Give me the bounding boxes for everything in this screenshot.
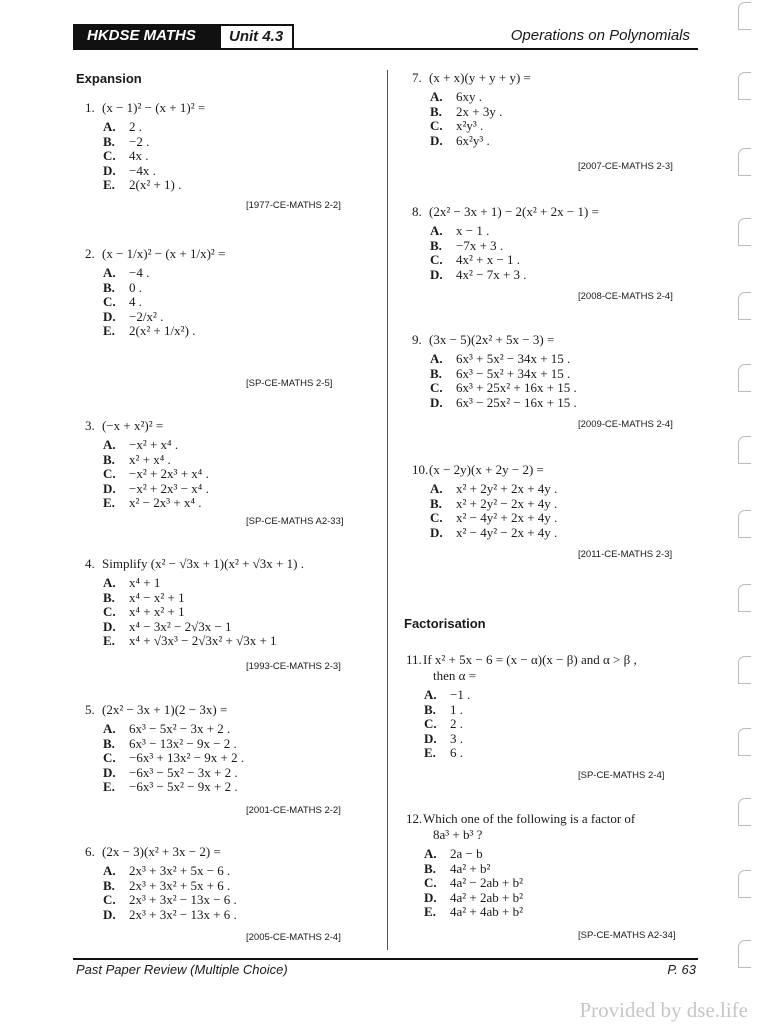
question-number: 2. xyxy=(85,246,95,261)
option-row xyxy=(103,281,225,296)
option-text: x² − 4y² − 2x + 4y . xyxy=(456,524,558,540)
watermark: Provided by dse.life xyxy=(579,998,748,1022)
question-number: 1. xyxy=(85,100,95,115)
question-source: [SP-CE-MATHS A2-34] xyxy=(578,930,676,941)
question-text: Which one of the following is a factor of xyxy=(423,811,636,826)
option-text: 6xy . xyxy=(456,89,482,104)
option-letter: E. xyxy=(103,779,115,794)
option-text: 4a² − 2ab + b² xyxy=(450,875,523,890)
option-row xyxy=(103,149,205,164)
option-text: 2(x² + 1) . xyxy=(129,177,182,192)
footer-rule xyxy=(73,958,698,960)
option-row xyxy=(103,893,237,908)
option-row xyxy=(424,688,637,703)
question-number: 11. xyxy=(406,652,422,667)
option-text: −x² + 2x³ − x⁴ . xyxy=(129,480,209,496)
section-title-expansion: Expansion xyxy=(76,71,142,86)
section-title-factorisation: Factorisation xyxy=(404,616,486,631)
footer-caption: Past Paper Review (Multiple Choice) xyxy=(76,962,288,977)
binder-tab xyxy=(738,584,751,612)
option-text: −2 . xyxy=(129,133,150,149)
option-text: 1 . xyxy=(450,701,463,717)
option-text: 6x³ + 5x² − 34x + 15 . xyxy=(456,351,571,366)
option-letter: D. xyxy=(103,480,116,496)
option-letter: A. xyxy=(103,265,116,280)
binder-tab xyxy=(738,72,751,100)
option-letter: B. xyxy=(103,589,115,605)
option-letter: D. xyxy=(430,394,443,410)
option-letter: A. xyxy=(430,89,443,104)
option-letter: B. xyxy=(430,237,442,253)
option-text: −4x . xyxy=(129,162,156,178)
option-text: 2x³ + 3x² + 5x + 6 . xyxy=(129,877,231,893)
question-stem xyxy=(85,702,244,718)
question-stem xyxy=(85,556,304,572)
binder-tab xyxy=(738,436,751,464)
option-row xyxy=(103,751,244,766)
option-letter: C. xyxy=(103,294,116,309)
option-letter: E. xyxy=(103,323,115,338)
question-source: [1993-CE-MATHS 2-3] xyxy=(246,661,341,672)
option-list xyxy=(430,352,577,410)
page-number: P. 63 xyxy=(667,962,696,977)
option-letter: D. xyxy=(103,618,116,634)
option-letter: C. xyxy=(103,148,116,163)
question-source: [2005-CE-MATHS 2-4] xyxy=(246,932,341,943)
option-text: 2x³ + 3x² − 13x + 6 . xyxy=(129,906,237,922)
question-number: 9. xyxy=(412,332,422,347)
question-text-continued: 8a³ + b³ ? xyxy=(433,827,483,842)
option-letter: D. xyxy=(430,132,443,148)
option-text: 6x²y³ . xyxy=(456,132,490,148)
option-row xyxy=(424,703,637,718)
binder-tab xyxy=(738,728,751,756)
question-stem xyxy=(406,811,635,827)
option-text: −7x + 3 . xyxy=(456,237,504,253)
option-row xyxy=(103,864,237,879)
option-row xyxy=(103,737,244,752)
option-text: x² − 4y² + 2x + 4y . xyxy=(456,510,558,525)
question-stem xyxy=(85,246,225,262)
brand-label: HKDSE MATHS xyxy=(73,24,219,48)
option-text: x⁴ + √3x³ − 2√3x² + √3x + 1 xyxy=(129,633,277,648)
binder-tab xyxy=(738,2,751,30)
option-text: −x² + x⁴ . xyxy=(129,437,179,452)
option-row xyxy=(430,381,577,396)
option-row xyxy=(424,876,635,891)
binder-tab xyxy=(738,218,751,246)
option-text: 2 . xyxy=(129,119,142,134)
option-text: 4x² − 7x + 3 . xyxy=(456,266,527,282)
option-row xyxy=(430,119,531,134)
binder-tab xyxy=(738,656,751,684)
option-row xyxy=(430,134,531,149)
question-stem xyxy=(85,100,205,116)
option-list xyxy=(430,224,599,282)
question-text: (x + x)(y + y + y) = xyxy=(429,70,531,85)
option-row xyxy=(103,266,225,281)
option-text: 2x³ + 3x² + 5x − 6 . xyxy=(129,863,231,878)
option-text: 4a² + 4ab + b² xyxy=(450,904,523,919)
option-letter: B. xyxy=(430,103,442,119)
option-row xyxy=(103,576,304,591)
option-letter: A. xyxy=(103,575,116,590)
option-letter: E. xyxy=(424,904,436,919)
option-row xyxy=(430,526,557,541)
question-source: [2009-CE-MATHS 2-4] xyxy=(578,419,673,430)
option-text: 3 . xyxy=(450,730,463,746)
question-item xyxy=(412,70,531,148)
option-row xyxy=(430,239,599,254)
option-letter: A. xyxy=(430,351,443,366)
option-row xyxy=(103,164,205,179)
option-letter: D. xyxy=(424,730,437,746)
question-source: [SP-CE-MATHS 2-5] xyxy=(246,378,333,389)
question-source: [2008-CE-MATHS 2-4] xyxy=(578,291,673,302)
option-letter: C. xyxy=(430,380,443,395)
option-letter: E. xyxy=(424,745,436,760)
question-item xyxy=(406,811,635,920)
question-item xyxy=(406,652,637,761)
option-row xyxy=(430,253,599,268)
question-number: 5. xyxy=(85,702,95,717)
option-letter: A. xyxy=(103,119,116,134)
option-text: x⁴ − 3x² − 2√3x − 1 xyxy=(129,618,232,634)
option-row xyxy=(430,497,557,512)
question-number: 10. xyxy=(412,462,429,477)
option-text: x² − 2x³ + x⁴ . xyxy=(129,495,202,510)
option-row xyxy=(430,367,577,382)
option-row xyxy=(103,620,304,635)
option-letter: D. xyxy=(430,266,443,282)
option-text: 4 . xyxy=(129,294,142,309)
question-text: (2x² − 3x + 1)(2 − 3x) = xyxy=(102,702,228,717)
option-letter: A. xyxy=(103,863,116,878)
option-text: 4a² + 2ab + b² xyxy=(450,889,523,905)
question-stem xyxy=(412,204,599,220)
option-row xyxy=(103,780,244,795)
option-text: −6x³ − 5x² − 3x + 2 . xyxy=(129,764,238,780)
option-row xyxy=(424,847,635,862)
option-text: 2x³ + 3x² − 13x − 6 . xyxy=(129,892,237,907)
binder-tab xyxy=(738,148,751,176)
binder-tabs xyxy=(738,0,760,1000)
binder-tab xyxy=(738,292,751,320)
option-row xyxy=(430,482,557,497)
option-row xyxy=(424,717,637,732)
option-letter: A. xyxy=(103,721,116,736)
question-text: (x − 2y)(x + 2y − 2) = xyxy=(429,462,544,477)
question-number: 4. xyxy=(85,556,95,571)
question-item xyxy=(412,204,599,282)
option-list xyxy=(424,688,637,761)
question-source: [SP-CE-MATHS 2-4] xyxy=(578,770,665,781)
option-letter: A. xyxy=(103,437,116,452)
option-letter: D. xyxy=(103,906,116,922)
option-row xyxy=(103,178,205,193)
option-letter: B. xyxy=(103,877,115,893)
option-letter: C. xyxy=(103,466,116,481)
binder-tab xyxy=(738,870,751,898)
unit-label: Unit 4.3 xyxy=(219,24,294,48)
binder-tab xyxy=(738,510,751,538)
option-text: x² + 2y² + 2x + 4y . xyxy=(456,481,558,496)
question-stem xyxy=(412,462,557,478)
option-letter: A. xyxy=(424,846,437,861)
option-text: −2/x² . xyxy=(129,308,164,324)
option-letter: B. xyxy=(103,451,115,467)
option-letter: C. xyxy=(103,604,116,619)
question-text: (x − 1/x)² − (x + 1/x)² = xyxy=(102,246,226,261)
question-source: [2001-CE-MATHS 2-2] xyxy=(246,805,341,816)
option-text: 6x³ − 5x² − 3x + 2 . xyxy=(129,721,231,736)
column-divider xyxy=(387,70,388,950)
option-row xyxy=(430,105,531,120)
option-list xyxy=(430,482,557,540)
question-stem xyxy=(406,652,637,668)
option-row xyxy=(424,891,635,906)
question-number: 3. xyxy=(85,418,95,433)
question-number: 7. xyxy=(412,70,422,85)
question-stem xyxy=(412,70,531,86)
option-list xyxy=(103,864,237,922)
option-text: −6x³ − 5x² − 9x + 2 . xyxy=(129,779,238,794)
option-letter: C. xyxy=(103,892,116,907)
question-stem xyxy=(85,418,209,434)
question-text: Simplify (x² − √3x + 1)(x² + √3x + 1) . xyxy=(102,556,304,571)
option-text: 0 . xyxy=(129,279,142,295)
option-letter: B. xyxy=(430,495,442,511)
option-list xyxy=(424,847,635,920)
option-text: −x² + 2x³ + x⁴ . xyxy=(129,466,209,481)
option-letter: B. xyxy=(103,735,115,751)
option-letter: B. xyxy=(424,860,436,876)
question-text: (−x + x²)² = xyxy=(102,418,164,433)
option-list xyxy=(103,722,244,795)
question-source: [2011-CE-MATHS 2-3] xyxy=(578,549,673,560)
option-row xyxy=(103,879,237,894)
binder-tab xyxy=(738,940,751,968)
option-text: −4 . xyxy=(129,265,150,280)
question-source: [SP-CE-MATHS A2-33] xyxy=(246,516,344,527)
option-text: 4x² + x − 1 . xyxy=(456,252,521,267)
option-row xyxy=(424,732,637,747)
question-item xyxy=(85,418,209,511)
option-text: −1 . xyxy=(450,687,471,702)
option-row xyxy=(103,605,304,620)
option-row xyxy=(103,496,209,511)
option-letter: D. xyxy=(103,764,116,780)
option-row xyxy=(430,511,557,526)
option-row xyxy=(103,438,209,453)
option-row xyxy=(103,908,237,923)
option-row xyxy=(103,295,225,310)
option-row xyxy=(424,862,635,877)
option-list xyxy=(103,120,205,193)
question-item xyxy=(85,702,244,795)
topic-title: Operations on Polynomials xyxy=(510,27,690,44)
option-letter: C. xyxy=(430,510,443,525)
question-number: 8. xyxy=(412,204,422,219)
option-text: x² + 2y² − 2x + 4y . xyxy=(456,495,558,511)
option-letter: C. xyxy=(430,118,443,133)
option-row xyxy=(103,482,209,497)
option-letter: C. xyxy=(103,750,116,765)
option-text: 2 . xyxy=(450,716,463,731)
question-text: (3x − 5)(2x² + 5x − 3) = xyxy=(429,332,555,347)
option-text: 2x + 3y . xyxy=(456,103,503,119)
question-source: [1977-CE-MATHS 2-2] xyxy=(246,200,341,211)
question-text: (2x² − 3x + 1) − 2(x² + 2x − 1) = xyxy=(429,204,599,219)
option-row xyxy=(103,591,304,606)
option-letter: A. xyxy=(430,481,443,496)
question-item xyxy=(85,844,237,922)
question-item xyxy=(85,556,304,649)
option-letter: E. xyxy=(103,495,115,510)
option-row xyxy=(424,905,635,920)
option-letter: B. xyxy=(103,279,115,295)
option-row xyxy=(430,268,599,283)
option-letter: C. xyxy=(424,716,437,731)
binder-tab xyxy=(738,364,751,392)
question-item xyxy=(85,246,225,339)
option-list xyxy=(103,576,304,649)
question-number: 12. xyxy=(406,811,423,826)
option-row xyxy=(430,224,599,239)
option-row xyxy=(103,766,244,781)
question-text: If x² + 5x − 6 = (x − α)(x − β) and α > β , xyxy=(423,652,637,667)
option-text: 6 . xyxy=(450,745,463,760)
option-row xyxy=(103,135,205,150)
option-row xyxy=(103,453,209,468)
option-list xyxy=(103,266,225,339)
question-item xyxy=(412,462,557,540)
question-text: (2x − 3)(x² + 3x − 2) = xyxy=(102,844,221,859)
option-letter: D. xyxy=(103,308,116,324)
binder-tab xyxy=(738,798,751,826)
option-row xyxy=(103,467,209,482)
option-text: 4a² + b² xyxy=(450,860,491,876)
option-text: x²y³ . xyxy=(456,118,484,133)
option-row xyxy=(103,120,205,135)
option-letter: B. xyxy=(103,133,115,149)
option-text: x⁴ + 1 xyxy=(129,575,161,590)
option-row xyxy=(430,396,577,411)
option-letter: D. xyxy=(103,162,116,178)
option-list xyxy=(103,438,209,511)
question-text-continued: then α = xyxy=(433,668,477,683)
option-letter: C. xyxy=(424,875,437,890)
option-text: 6x³ + 25x² + 16x + 15 . xyxy=(456,380,577,395)
question-stem xyxy=(412,332,577,348)
option-list xyxy=(430,90,531,148)
option-letter: E. xyxy=(103,177,115,192)
option-row xyxy=(430,352,577,367)
option-row xyxy=(424,746,637,761)
option-text: x⁴ + x² + 1 xyxy=(129,604,185,619)
option-row xyxy=(103,722,244,737)
option-row xyxy=(430,90,531,105)
option-letter: C. xyxy=(430,252,443,267)
option-letter: D. xyxy=(430,524,443,540)
option-text: x² + x⁴ . xyxy=(129,451,171,467)
option-text: 2a − b xyxy=(450,846,483,861)
question-text: (x − 1)² − (x + 1)² = xyxy=(102,100,206,115)
option-row xyxy=(103,310,225,325)
option-row xyxy=(103,634,304,649)
option-letter: D. xyxy=(424,889,437,905)
option-text: 6x³ − 13x² − 9x − 2 . xyxy=(129,735,237,751)
option-text: 4x . xyxy=(129,148,149,163)
option-letter: B. xyxy=(424,701,436,717)
option-letter: B. xyxy=(430,365,442,381)
option-letter: A. xyxy=(430,223,443,238)
option-text: 6x³ − 25x² − 16x + 15 . xyxy=(456,394,577,410)
option-row xyxy=(103,324,225,339)
question-source: [2007-CE-MATHS 2-3] xyxy=(578,161,673,172)
question-stem xyxy=(85,844,237,860)
option-letter: A. xyxy=(424,687,437,702)
option-text: x⁴ − x² + 1 xyxy=(129,589,185,605)
question-item xyxy=(412,332,577,410)
option-text: 2(x² + 1/x²) . xyxy=(129,323,196,338)
option-text: 6x³ − 5x² + 34x + 15 . xyxy=(456,365,571,381)
option-letter: E. xyxy=(103,633,115,648)
option-text: −6x³ + 13x² − 9x + 2 . xyxy=(129,750,245,765)
page-header xyxy=(73,24,698,50)
question-number: 6. xyxy=(85,844,95,859)
question-item xyxy=(85,100,205,193)
option-text: x − 1 . xyxy=(456,223,490,238)
